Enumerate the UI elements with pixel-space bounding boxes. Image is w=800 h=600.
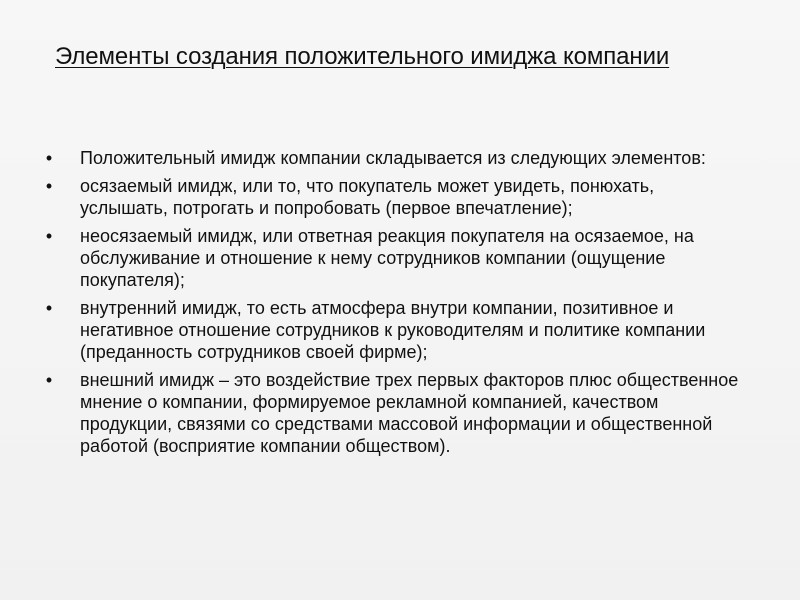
bullet-text: внутренний имидж, то есть атмосфера внутри компании, позитивное и негативное отношение сотрудников к руководителям и политике компании (преданность сотрудников своей фирме); — [80, 298, 706, 362]
bullet-list — [42, 147, 747, 463]
bullet-marker: • — [45, 148, 53, 168]
bullet-marker: • — [45, 370, 53, 390]
bullet-item — [42, 175, 747, 219]
bullet-marker: • — [45, 298, 53, 318]
bullet-text: осязаемый имидж, или то, что покупатель может увидеть, понюхать, услышать, потрогать и попробовать (первое впечатление); — [80, 176, 655, 218]
slide-title: Элементы создания положительного имиджа компании — [55, 43, 670, 70]
bullet-text: Положительный имидж компании складывается из следующих элементов: — [80, 148, 706, 168]
bullet-item — [42, 147, 747, 169]
bullet-item — [42, 369, 747, 457]
bullet-item — [42, 297, 747, 363]
bullet-text: неосязаемый имидж, или ответная реакция покупателя на осязаемое, на обслуживание и отношение к нему сотрудников компании (ощущение покупателя); — [80, 226, 694, 290]
bullet-text: внешний имидж – это воздействие трех первых факторов плюс общественное мнение о компании, формируемое рекламной компанией, качеством продукции, связями со средствами массовой информации и общественной работой (восприятие компании обществом). — [80, 370, 739, 456]
bullet-item — [42, 225, 747, 291]
bullet-marker: • — [45, 176, 53, 196]
bullet-marker: • — [45, 226, 53, 246]
